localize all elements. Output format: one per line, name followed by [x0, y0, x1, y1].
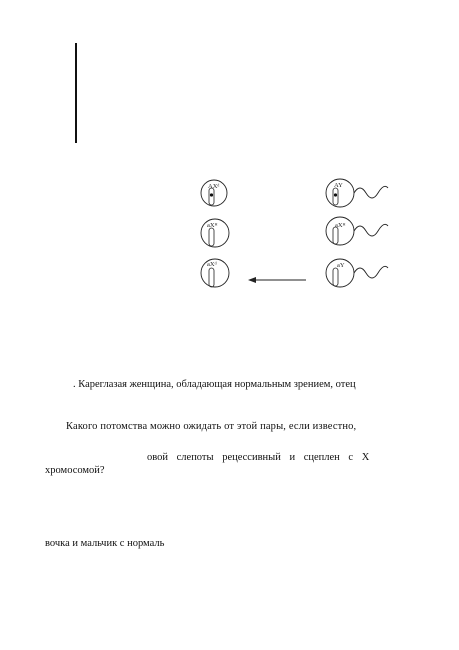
sperm-cell — [326, 259, 388, 287]
text-line-3: овой слепоты рецессивный и сцеплен с X — [147, 452, 370, 463]
egg-label: aXᴴ — [207, 222, 218, 229]
sperm-label: aXᴴ — [335, 222, 346, 229]
egg-label: AXᵈ — [208, 183, 220, 190]
egg-cell — [201, 259, 229, 287]
sperm-cell — [326, 179, 388, 207]
text-line-1: . Кареглазая женщина, обладающая нормальным зрением, отец — [73, 379, 356, 390]
text-line-5: вочка и мальчик с нормаль — [45, 538, 165, 549]
arrow-left-icon — [248, 277, 306, 283]
egg-label: aXᵈ — [207, 261, 217, 268]
sperm-cell — [326, 217, 388, 245]
sperm-label: aY — [337, 262, 345, 269]
egg-cell — [201, 219, 229, 247]
egg-cell — [201, 180, 227, 206]
sperm-label: AY — [334, 182, 343, 189]
text-line-2: Какого потомства можно ожидать от этой пары, если известно, — [66, 421, 357, 432]
text-line-4: хромосомой? — [45, 465, 105, 476]
